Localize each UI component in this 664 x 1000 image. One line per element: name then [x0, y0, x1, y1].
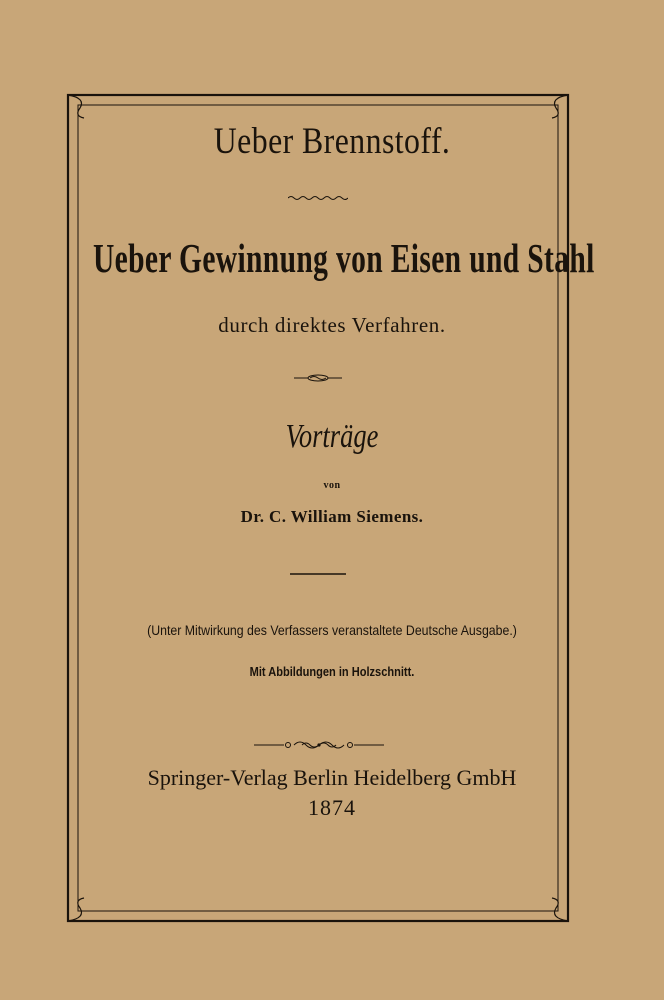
illustrations-note: Mit Abbildungen in Holzschnitt.	[249, 664, 415, 679]
edition-note: (Unter Mitwirkung des Verfassers veranstaltete Deutsche Ausgabe.)	[147, 622, 517, 638]
book-title: Ueber Brennstoff.	[213, 121, 451, 162]
scroll-ornament	[254, 738, 384, 752]
publisher: Springer-Verlag Berlin Heidelberg GmbH	[147, 765, 517, 790]
wave-divider	[288, 194, 348, 202]
ornament-divider	[294, 374, 342, 382]
book-subtitle-line2: durch direktes Verfahren.	[218, 313, 446, 337]
by-label: von	[323, 480, 341, 491]
publication-year: 1874	[308, 795, 356, 820]
book-subtitle: Ueber Gewinnung von Eisen und Stahl	[92, 235, 595, 281]
rule-divider	[290, 572, 346, 576]
genre-heading: Vorträge	[285, 418, 379, 455]
author-name: Dr. C. William Siemens.	[240, 507, 424, 526]
